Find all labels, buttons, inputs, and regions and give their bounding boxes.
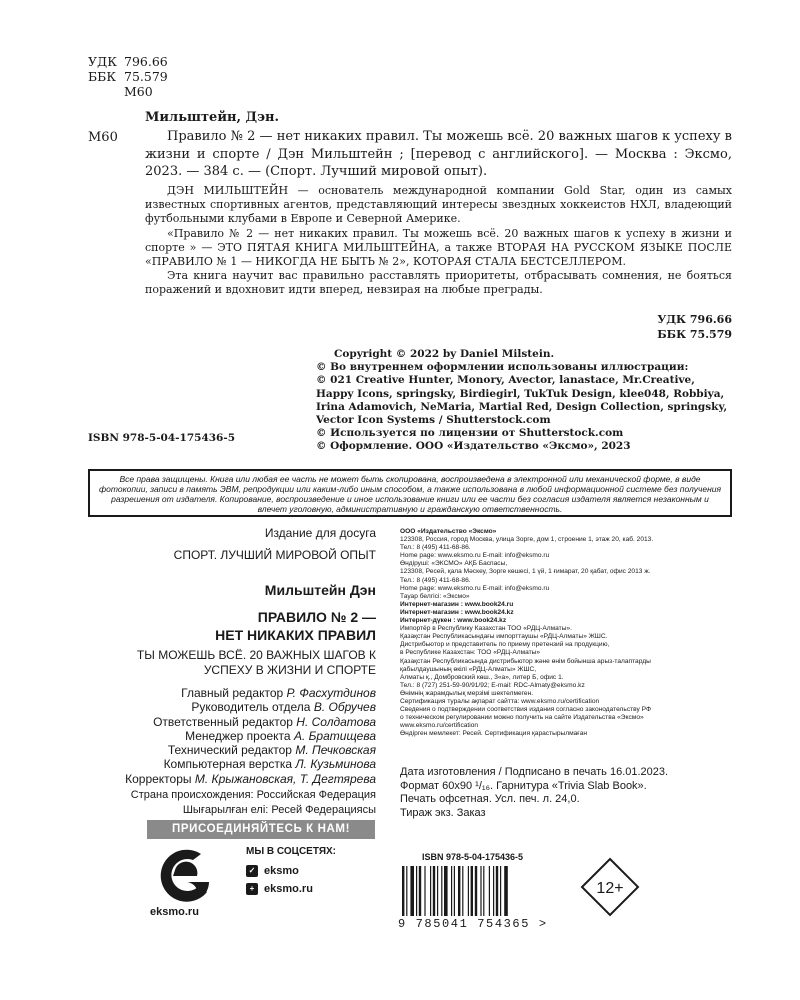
eksmo-site-label: eksmo.ru (150, 906, 199, 918)
barcode-bar (406, 866, 407, 916)
publisher-info-line: Сертификация туралы ақпарат сайтта: www.eksmo.ru/certification (400, 697, 600, 705)
barcode-bar (441, 866, 442, 916)
rights-text: Все права защищены. Книга или любая ее часть не может быть скопирована, воспроизведена в электронной или механической форме, в виде фотокопии, записи в память ЭВМ, репродукции или каким-либо иным способом, а также использована в любой информационной системе без получения разрешения от издателя. Копирование, воспроизведение и иное использование книги или ее части без согласия издателя является незаконным и влечет уголовную, административную и гражданскую ответственность. (98, 474, 722, 514)
publisher-info-line: Алматы қ., Домбровский көш., 3«а», литер Б, офис 1. (400, 673, 564, 681)
staff-row (125, 700, 376, 714)
print-info-line: Тираж экз. Заказ (400, 806, 486, 819)
barcode-bar (504, 866, 508, 916)
publisher-info-line: Интернет-магазин : www.book24.kz (400, 608, 514, 616)
book-subtitle-line: ТЫ МОЖЕШЬ ВСЁ. 20 ВАЖНЫХ ШАГОВ К (136, 648, 376, 662)
age-rating-text: 12+ (596, 880, 624, 897)
publisher-info-line: Дистрибьютор и представитель по приему претензий на продукцию, (400, 641, 610, 649)
bbk-value: 75.579 (124, 69, 168, 84)
annotation-paragraph: ДЭН МИЛЬШТЕЙН — основатель международной компании Gold Star, один из самых известных спортивных агентов, представляющий интересы звездных хоккеистов НХЛ, владеющий футбольными клубами в Европе и Северной Америке. (145, 184, 732, 226)
staff-role: Главный редактор (181, 686, 284, 700)
plus-icon: + (246, 883, 258, 895)
publisher-info-line: 123308, Ресей, қала Мәскеу, Зорге көшесі, 1 үй, 1 ғимарат, 20 қабат, офис 2013 ж. (400, 568, 651, 576)
author-name: Мильштейн Дэн (264, 582, 376, 598)
series-name: СПОРТ. ЛУЧШИЙ МИРОВОЙ ОПЫТ (173, 548, 376, 562)
publisher-info-line: www.eksmo.ru/certification (400, 722, 479, 730)
isbn: ISBN 978-5-04-175436-5 (88, 432, 236, 444)
barcode-bar (424, 866, 425, 916)
staff-role: Компьютерная верстка (163, 757, 293, 772)
book-title (215, 608, 376, 644)
staff-name: В. Обручев (313, 700, 376, 715)
barcode-bar (458, 866, 460, 916)
barcode-bar (402, 866, 404, 916)
eksmo-logo-icon (157, 846, 219, 908)
udk-key: УДК (88, 54, 117, 69)
author-heading: Мильштейн, Дэн. (145, 110, 280, 125)
barcode-number: 9 785041 754365 > (398, 917, 548, 931)
publisher-info-line: Home page: www.eksmo.ru E-mail: info@eksmo.ru (400, 552, 550, 560)
staff-list (125, 686, 376, 786)
author-sign: М60 (88, 130, 118, 145)
publisher-info-line: Қазақстан Республикасындағы импорттаушы «РДЦ-Алматы» ЖШС. (400, 633, 608, 641)
publisher-info-line: қабылдаушының өкілі «РДЦ-Алматы» ЖШС, (400, 665, 537, 673)
bbk-row (88, 69, 168, 84)
barcode-icon (400, 866, 550, 916)
udk-block (88, 54, 168, 99)
join-us-banner: ПРИСОЕДИНЯЙТЕСЬ К НАМ! (147, 820, 375, 839)
publisher-info-line: Өндіруші: «ЭКСМО» АҚБ Баспасы, (400, 560, 508, 568)
barcode-bar (475, 866, 477, 916)
publisher-info-line: ООО «Издательство «Эксмо» (400, 528, 497, 535)
publisher-info-line: Тел.: 8 (495) 411-68-86. (400, 544, 471, 552)
barcode-bar (471, 866, 473, 916)
staff-name: Л. Кузьминова (295, 757, 376, 772)
print-info-line: Дата изготовления / Подписано в печать 16.01.2023. (400, 766, 669, 778)
author-sign-value: М60 (124, 84, 153, 99)
staff-row (125, 729, 376, 743)
barcode-bar (419, 866, 421, 916)
social-block (246, 846, 336, 901)
staff-row (125, 757, 376, 771)
social-item-site[interactable] (246, 883, 336, 895)
barcode-bar (489, 866, 490, 916)
copyright-line: © Используется по лицензии от Shutterstock.com (316, 427, 624, 440)
udk-value: 796.66 (124, 54, 168, 69)
book-subtitle (137, 648, 376, 678)
copyright-line: © 021 Creative Hunter, Monory, Avector, lanastace, Mr.Creative, Happy Icons, springsky, Birdiegirl, TukTuk Design, klee048, Robbiya, Irina Adamovich, NeMaria, Martial Red, Design Collection, springsky, Vector Icon Systems / Shutterstock.com (316, 374, 728, 427)
annotation-paragraph: «Правило № 2 — нет никаких правил. Ты можешь всё. 20 важных шагов к успеху в жизни и спорте » — ЭТО ПЯТАЯ КНИГА МИЛЬШТЕЙНА, а также ВТОРАЯ НА РУССКОМ ЯЗЫКЕ ПОСЛЕ «ПРАВИЛО № 1 — НИКОГДА НЕ БЫТЬ № 2», КОТОРАЯ СТАЛА БЕСТСЕЛЛЕРОМ. (145, 226, 732, 269)
barcode-bar (468, 866, 469, 916)
staff-name: Н. Солдатова (296, 714, 376, 729)
staff-row (125, 772, 376, 786)
staff-name: М. Печковская (295, 743, 376, 758)
author-sign-key (88, 84, 124, 99)
author-sign-row (88, 84, 168, 99)
staff-name: М. Крыжановская, Т. Дегтярева (194, 771, 376, 786)
social-item-text: eksmo (264, 865, 299, 877)
print-info-line: Формат 60x90 ¹/₁₆. Гарнитура «Trivia Slab Book». (400, 779, 647, 792)
barcode-bar (480, 866, 481, 916)
udk-row (88, 54, 168, 69)
publisher-info-line: Интернет-дүкен : www.book24.kz (400, 617, 507, 625)
barcode-bar (496, 866, 498, 916)
origin-line: Страна происхождения: Российская Федерация (130, 789, 376, 801)
staff-row (125, 686, 376, 700)
annotation-paragraph: Эта книга научит вас правильно расставлять приоритеты, отбрасывать сомнения, не бояться поражений и вдохновит идти вперед, невзирая на любые преграды. (145, 269, 732, 297)
bibliographic-description (145, 128, 732, 181)
publisher-info-line: Өндірген мемлекет: Ресей. Сертификация қарастырылмаған (400, 730, 588, 738)
copyright-line: © Оформление. ООО «Издательство «Эксмо», 2023 (316, 440, 631, 453)
publisher-info-line: Интернет-магазин : www.book24.ru (400, 600, 514, 608)
barcode-bar (493, 866, 494, 916)
social-item-vk[interactable] (246, 865, 336, 877)
rights-notice (88, 469, 732, 517)
publisher-info-line: Тел.: 8 (495) 411-68-86. (400, 576, 471, 584)
bbk-key: ББК (88, 69, 117, 84)
barcode-bar (433, 866, 435, 916)
age-rating-badge (580, 857, 640, 917)
publisher-info-line: Сведения о подтверждении соответствия издания согласно законодательству РФ (400, 706, 651, 714)
publisher-info-line: 123308, Россия, город Москва, улица Зорге, дом 1, строение 1, этаж 20, каб. 2013. (400, 536, 654, 544)
publisher-info-line: Өнімнің жарамдылық мерзімі шектелмеген. (400, 689, 534, 697)
barcode-bar (462, 866, 463, 916)
edition-type: Издание для досуга (264, 526, 376, 540)
barcode-isbn: ISBN 978-5-04-175436-5 (422, 852, 524, 862)
publisher-info-line: Тауар белгісі: «Эксмо» (400, 592, 470, 600)
publisher-info-line: Импортёр в Республику Казахстан ТОО «РДЦ-Алматы». (400, 625, 572, 633)
staff-role: Технический редактор (167, 743, 292, 758)
social-item-text: eksmo.ru (264, 883, 313, 895)
publisher-info (400, 528, 734, 738)
bbk-summary-line: ББК 75.579 (657, 328, 732, 341)
print-info (400, 766, 668, 820)
book-title-line: ПРАВИЛО № 2 — (257, 609, 376, 625)
country-of-origin (131, 788, 376, 817)
print-info-line: Печать офсетная. Усл. печ. л. 24,0. (400, 793, 580, 805)
barcode-bar (410, 866, 414, 916)
staff-role: Ответственный редактор (153, 714, 293, 729)
barcode-bar (454, 866, 455, 916)
barcode-bar (416, 866, 417, 916)
staff-row (125, 743, 376, 757)
udk-summary (657, 312, 732, 342)
staff-role: Корректоры (125, 771, 192, 786)
barcode-bar (444, 866, 448, 916)
book-subtitle-line: УСПЕХУ В ЖИЗНИ И СПОРТЕ (203, 663, 376, 677)
publisher-info-line: о техническом регулировании можно получить на сайте Издательства «Эксмо» (400, 714, 644, 722)
publisher-info-line: Қазақстан Республикасында дистрибьютор және өнім бойынша арыз-талаптарды (400, 657, 651, 665)
copyright-block (316, 348, 732, 454)
staff-role: Руководитель отдела (191, 700, 311, 715)
copyright-line: © Во внутреннем оформлении использованы иллюстрации: (316, 361, 689, 374)
staff-name: А. Братищева (293, 728, 376, 743)
publisher-info-line: Home page: www.eksmo.ru E-mail: info@eksmo.ru (400, 584, 550, 592)
bibliographic-text: Правило № 2 — нет никаких правил. Ты можешь всё. 20 важных шагов к успеху в жизни и спорте / Дэн Мильштейн ; [перевод с английского]. — Москва : Эксмо, 2023. — 384 с. — (Спорт. Лучший мировой опыт). (145, 129, 732, 179)
barcode-bar (437, 866, 438, 916)
staff-role: Менеджер проекта (185, 728, 291, 743)
book-title-line: НЕТ НИКАКИХ ПРАВИЛ (215, 627, 376, 643)
barcode-bar (451, 866, 452, 916)
social-label: МЫ В СОЦСЕТЯХ: (246, 846, 337, 857)
staff-name: Р. Фасхутдинов (286, 686, 376, 700)
udk-summary-line: УДК 796.66 (657, 313, 732, 326)
copyright-line: Copyright © 2022 by Daniel Milstein. (334, 348, 555, 360)
barcode-bar (430, 866, 431, 916)
barcode-bar (500, 866, 501, 916)
vk-icon: ✓ (246, 865, 258, 877)
barcode-bar (483, 866, 484, 916)
publisher-info-line: в Республике Казахстан: ТОО «РДЦ-Алматы» (400, 649, 541, 657)
publisher-info-line: Тел.: 8 (727) 251-59-90/91/92; E-mail: RDC-Almaty@eksmo.kz (400, 681, 585, 689)
staff-row (125, 715, 376, 729)
annotation (145, 184, 732, 298)
origin-line: Шығарылған елі: Ресей Федерациясы (182, 803, 376, 816)
